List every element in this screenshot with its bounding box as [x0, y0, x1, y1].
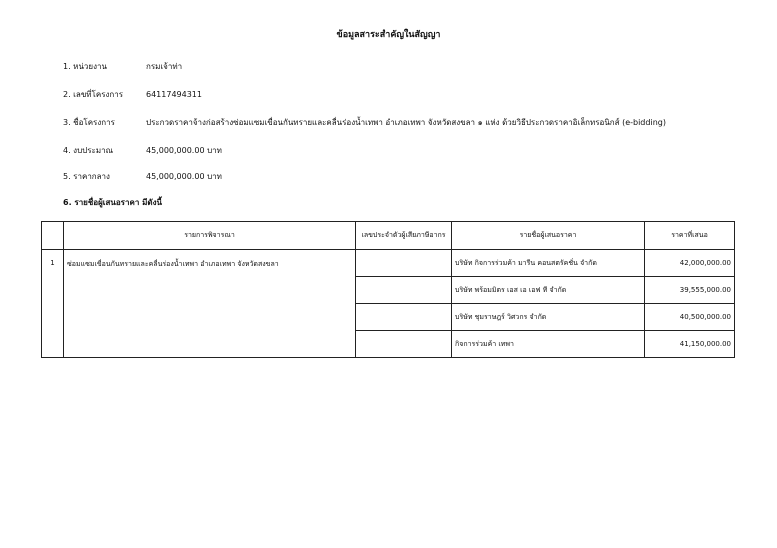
tax-id-cell — [356, 277, 452, 304]
item-name-cell: ซ่อมแซมเขื่อนกันทรายและคลื่นร่องน้ำเทพา อำเภอเทพา จังหวัดสงขลา — [64, 250, 356, 358]
table-header-row — [42, 222, 735, 250]
info-row-reference-price — [63, 170, 222, 183]
column-header-price: ราคาที่เสนอ — [645, 222, 735, 250]
column-header-bidder: รายชื่อผู้เสนอราคา — [452, 222, 645, 250]
bidder-cell: บริษัท กิจการร่วมค้า มารีน คอนสตรัคชั่น จำกัด — [452, 250, 645, 277]
info-value: 64117494311 — [146, 90, 202, 99]
info-value: 45,000,000.00 บาท — [146, 146, 222, 155]
tax-id-cell — [356, 304, 452, 331]
column-header-item: รายการพิจารณา — [64, 222, 356, 250]
page-title: ข้อมูลสาระสำคัญในสัญญา — [336, 30, 441, 40]
bidders-table — [41, 221, 735, 358]
info-label: 2. เลขที่โครงการ — [63, 90, 124, 99]
info-row-agency — [63, 60, 182, 73]
bidder-cell: กิจการร่วมค้า เทพา — [452, 331, 645, 358]
column-header-tax-id: เลขประจำตัวผู้เสียภาษีอากร — [356, 222, 452, 250]
bidders-heading: 6. รายชื่อผู้เสนอราคา มีดังนี้ — [63, 198, 162, 207]
price-cell: 39,555,000.00 — [645, 277, 735, 304]
tax-id-cell — [356, 331, 452, 358]
price-cell: 40,500,000.00 — [645, 304, 735, 331]
info-row-budget — [63, 144, 222, 157]
info-value: กรมเจ้าท่า — [146, 62, 183, 71]
tax-id-cell — [356, 250, 452, 277]
info-label: 3. ชื่อโครงการ — [63, 118, 115, 127]
bidder-cell: บริษัท ชุมราษฎร์ วิศวกร จำกัด — [452, 304, 645, 331]
price-cell: 42,000,000.00 — [645, 250, 735, 277]
info-value: ประกวดราคาจ้างก่อสร้างซ่อมแซมเขื่อนกันทรายและคลื่นร่องน้ำเทพา อำเภอเทพา จังหวัดสงขลา ๑ แห่ง ด้วยวิธีประกวดราคาอิเล็กทรอนิกส์ (e-bidding) — [146, 118, 666, 127]
info-label: 1. หน่วยงาน — [63, 62, 107, 71]
info-label: 4. งบประมาณ — [63, 146, 114, 155]
price-cell: 41,150,000.00 — [645, 331, 735, 358]
info-row-project-name — [63, 116, 666, 129]
info-label: 5. ราคากลาง — [63, 172, 110, 181]
item-number-cell: 1 — [42, 250, 64, 358]
info-value: 45,000,000.00 บาท — [146, 172, 222, 181]
column-header-number — [42, 222, 64, 250]
table-row — [42, 250, 735, 277]
bidder-cell: บริษัท พร้อมมิตร เอส เอ เอฟ ที จำกัด — [452, 277, 645, 304]
info-row-project-id — [63, 88, 202, 101]
